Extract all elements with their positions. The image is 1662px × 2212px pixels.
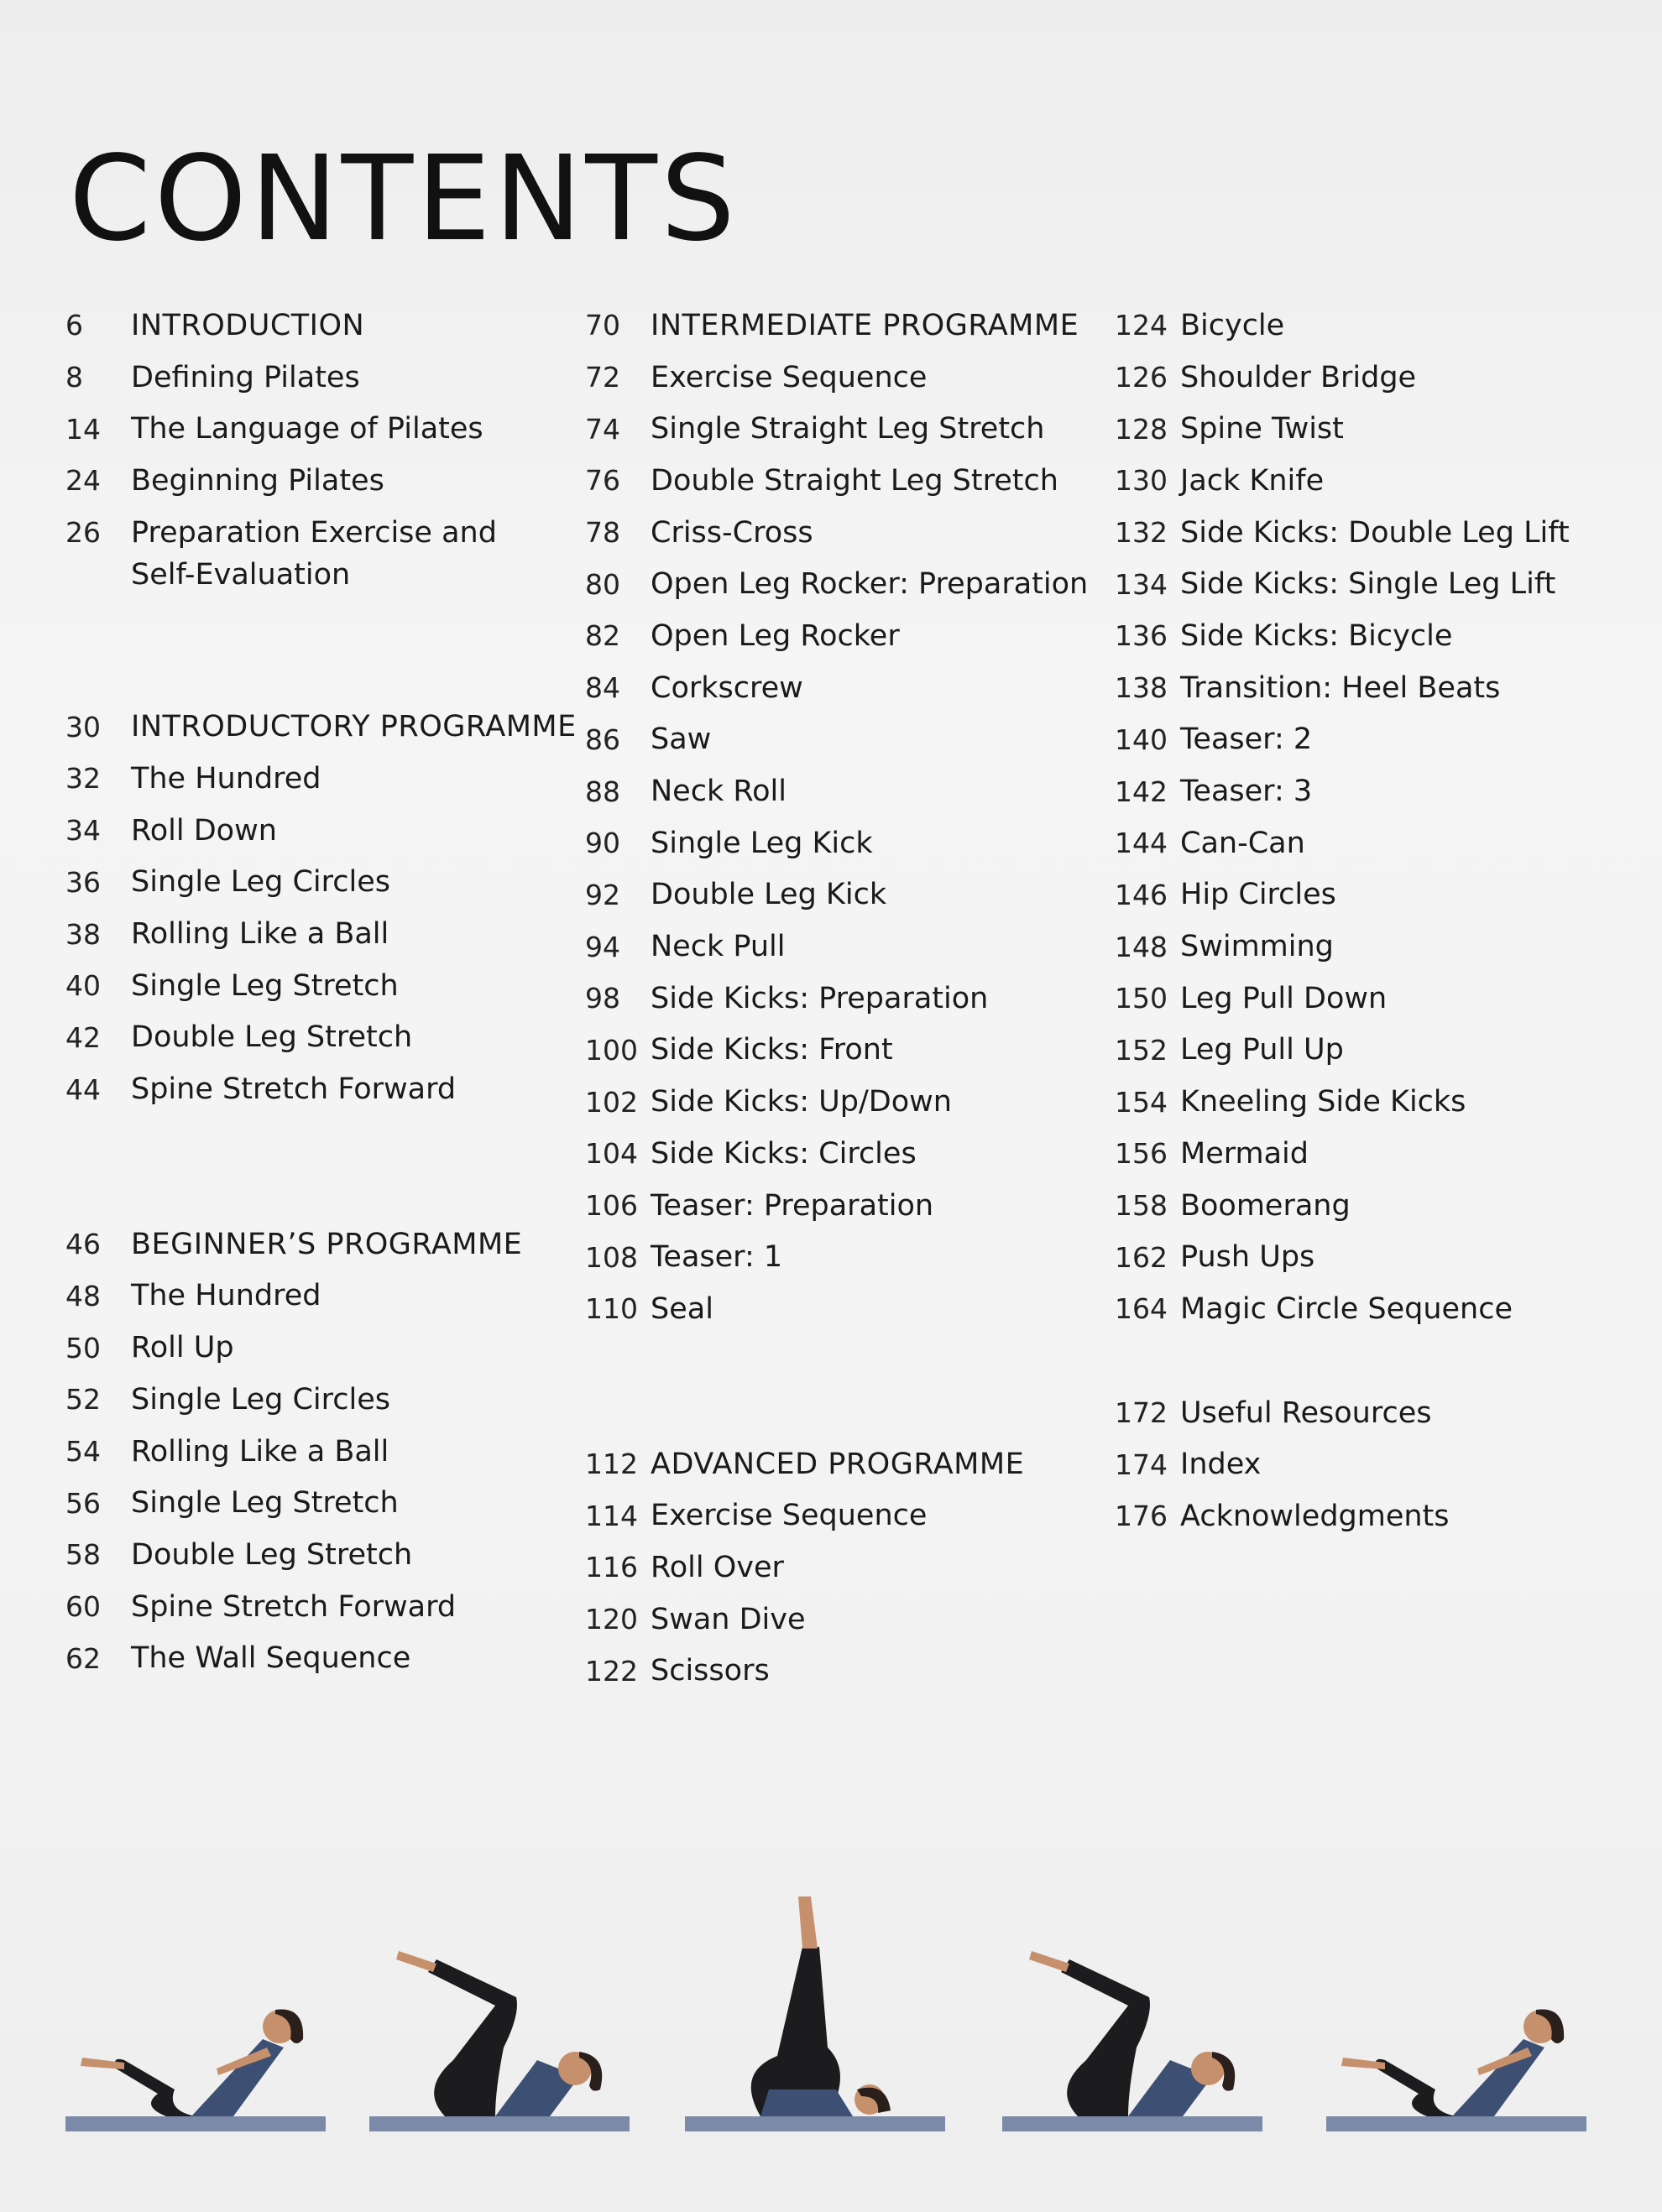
toc-entry[interactable] <box>65 960 586 1012</box>
page-number: 116 <box>585 1551 638 1584</box>
entry-title: Swimming <box>1180 930 1334 964</box>
entry-title: Single Leg Circles <box>131 1382 391 1416</box>
entry-title: INTRODUCTION <box>131 308 365 342</box>
toc-entry[interactable] <box>65 507 586 559</box>
entry-title: INTERMEDIATE PROGRAMME <box>651 308 1079 342</box>
page-number: 62 <box>65 1641 101 1675</box>
toc-entry[interactable] <box>1115 765 1635 817</box>
toc-entry[interactable] <box>585 817 1105 869</box>
toc-entry[interactable] <box>1115 714 1635 766</box>
entry-title: Neck Roll <box>651 775 787 809</box>
page-number: 74 <box>585 412 620 446</box>
entry-title: Side Kicks: Double Leg Lift <box>1180 515 1570 550</box>
entry-title: Useful Resources <box>1180 1396 1432 1430</box>
entry-title: Push Ups <box>1180 1240 1315 1275</box>
entry-title: Teaser: 2 <box>1180 723 1313 757</box>
page-number: 26 <box>65 516 101 550</box>
entry-title: Scissors <box>651 1654 770 1688</box>
toc-entry[interactable] <box>585 921 1105 973</box>
page-number: 70 <box>585 309 620 342</box>
entry-title: Index <box>1180 1448 1262 1482</box>
page-number: 130 <box>1115 464 1168 498</box>
toc-entry[interactable] <box>585 1025 1105 1077</box>
page-number: 110 <box>585 1292 638 1326</box>
page-number: 124 <box>1115 309 1168 342</box>
figure-illustration <box>685 1880 945 2131</box>
toc-entry[interactable] <box>65 1063 586 1115</box>
entry-title: Defining Pilates <box>131 360 360 394</box>
toc-entry[interactable] <box>65 352 586 404</box>
entry-title: Hip Circles <box>1180 878 1336 912</box>
entry-title: Magic Circle Sequence <box>1180 1291 1513 1326</box>
page-number: 138 <box>1115 671 1168 705</box>
page-number: 48 <box>65 1279 101 1312</box>
top <box>191 2039 284 2116</box>
page-number: 126 <box>1115 361 1168 394</box>
entry-title: Mermaid <box>1180 1136 1309 1171</box>
toc-entry[interactable] <box>1115 973 1635 1025</box>
entry-title: Double Straight Leg Stretch <box>651 463 1058 498</box>
page-number: 134 <box>1115 567 1168 601</box>
page-number: 54 <box>65 1435 101 1469</box>
toc-entry[interactable] <box>585 1128 1105 1180</box>
page-number: 34 <box>65 814 101 848</box>
entry-title: Double Leg Stretch <box>131 1020 413 1055</box>
entry-title: Swan Dive <box>651 1602 806 1636</box>
page-number: 44 <box>65 1072 101 1106</box>
page-number: 154 <box>1115 1085 1168 1119</box>
section-gap <box>1115 1335 1635 1387</box>
page-number: 176 <box>1115 1500 1168 1533</box>
entry-title: Leg Pull Up <box>1180 1033 1344 1067</box>
entry-title: Single Leg Circles <box>131 865 391 900</box>
page-number: 148 <box>1115 930 1168 963</box>
toc-entry[interactable] <box>585 300 1105 352</box>
toc-entry[interactable] <box>1115 1283 1635 1335</box>
entry-title: Spine Stretch Forward <box>131 1589 457 1624</box>
toc-entry[interactable] <box>1115 817 1635 869</box>
leggings <box>115 2059 196 2116</box>
entry-title: Self-Evaluation <box>131 558 351 592</box>
toc-entry[interactable] <box>1115 352 1635 404</box>
figure-rolling-back <box>369 1880 630 2131</box>
toc-entry[interactable] <box>1115 869 1635 921</box>
page-number: 172 <box>1115 1396 1168 1430</box>
toc-entry[interactable] <box>585 1180 1105 1232</box>
entry-title: Spine Twist <box>1180 412 1344 446</box>
toc-entry[interactable] <box>65 403 586 455</box>
toc-entry[interactable] <box>585 403 1105 455</box>
page-number: 14 <box>65 412 101 446</box>
page-number: 80 <box>585 567 620 601</box>
toc-entry[interactable] <box>65 857 586 909</box>
toc-entry[interactable] <box>585 1076 1105 1128</box>
entry-title: Rolling Like a Ball <box>131 1434 389 1469</box>
page-number: 60 <box>65 1590 101 1624</box>
page-number: 122 <box>585 1654 638 1688</box>
entry-title: INTRODUCTORY PROGRAMME <box>131 710 577 744</box>
entry-title: Side Kicks: Up/Down <box>651 1085 952 1119</box>
toc-entry[interactable] <box>65 1581 586 1633</box>
page-number: 106 <box>585 1189 638 1223</box>
entry-title: Bicycle <box>1180 308 1285 342</box>
toc-entry[interactable] <box>1115 558 1635 610</box>
toc-entry[interactable] <box>65 1374 586 1426</box>
toc-entry[interactable] <box>585 507 1105 559</box>
legs-skin <box>798 1896 818 1949</box>
entry-title: Neck Pull <box>651 930 786 964</box>
section-gap <box>65 597 586 701</box>
toc-entry[interactable] <box>1115 1231 1635 1283</box>
page-number: 102 <box>585 1085 638 1119</box>
toc-entry[interactable] <box>1115 1180 1635 1232</box>
section-gap <box>585 1335 1105 1438</box>
entry-title: Leg Pull Down <box>1180 981 1388 1015</box>
entry-title: Roll Over <box>651 1550 784 1584</box>
page-number: 112 <box>585 1448 638 1481</box>
page-number: 120 <box>585 1603 638 1636</box>
toc-entry[interactable] <box>1115 610 1635 662</box>
entry-title: Roll Down <box>131 813 277 848</box>
toc-entry[interactable] <box>65 1322 586 1374</box>
entry-title: Criss-Cross <box>651 515 813 550</box>
page-number: 136 <box>1115 619 1168 653</box>
page-number: 98 <box>585 982 620 1015</box>
entry-title: Double Leg Kick <box>651 878 887 912</box>
figure-illustration <box>65 1880 326 2131</box>
toc-entry[interactable] <box>585 1646 1105 1698</box>
toc-entry-continuation[interactable] <box>65 558 586 597</box>
entry-title: Side Kicks: Front <box>651 1033 893 1067</box>
page-number: 100 <box>585 1033 638 1067</box>
page-number: 90 <box>585 827 620 860</box>
entry-title: Roll Up <box>131 1331 234 1365</box>
toc-entry[interactable] <box>65 1012 586 1064</box>
page-number: 150 <box>1115 982 1168 1015</box>
page-number: 38 <box>65 917 101 951</box>
toc-entry[interactable] <box>1115 1128 1635 1180</box>
toc-entry[interactable] <box>1115 1387 1635 1439</box>
page-number: 158 <box>1115 1189 1168 1223</box>
toc-entry[interactable] <box>585 714 1105 766</box>
toc-entry[interactable] <box>1115 403 1635 455</box>
toc-entry[interactable] <box>65 1426 586 1478</box>
page-number: 142 <box>1115 775 1168 808</box>
toc-entry[interactable] <box>585 352 1105 404</box>
entry-title: Side Kicks: Circles <box>651 1136 917 1171</box>
entry-title: Double Leg Stretch <box>131 1537 413 1572</box>
exercise-sequence-photos <box>65 1871 1593 2131</box>
entry-title: Exercise Sequence <box>651 360 928 394</box>
page-number: 76 <box>585 464 620 498</box>
page-number: 58 <box>65 1538 101 1572</box>
toc-entry[interactable] <box>1115 1438 1635 1490</box>
toc-entry[interactable] <box>1115 1025 1635 1077</box>
page-number: 6 <box>65 309 83 342</box>
toc-entry[interactable] <box>1115 921 1635 973</box>
entry-title: Exercise Sequence <box>651 1499 928 1533</box>
entry-title: Corkscrew <box>651 670 803 705</box>
toc-entry[interactable] <box>1115 455 1635 507</box>
entry-title: Saw <box>651 723 712 757</box>
entry-title: Open Leg Rocker <box>651 618 900 653</box>
entry-title: Rolling Like a Ball <box>131 917 389 952</box>
entry-title: The Hundred <box>131 1279 321 1313</box>
page-number: 30 <box>65 710 101 743</box>
toc-entry[interactable] <box>1115 1076 1635 1128</box>
toc-entry[interactable] <box>65 753 586 805</box>
page-number: 36 <box>65 865 101 899</box>
toc-entry[interactable] <box>585 973 1105 1025</box>
legs-skin <box>396 1951 436 1972</box>
page-number: 156 <box>1115 1137 1168 1171</box>
toc-entry[interactable] <box>65 805 586 857</box>
toc-entry[interactable] <box>65 300 586 352</box>
section-gap <box>65 1115 586 1218</box>
leggings <box>1061 1959 1150 2116</box>
page-number: 84 <box>585 671 620 705</box>
entry-title: The Hundred <box>131 761 321 796</box>
page-number: 40 <box>65 969 101 1003</box>
page-number: 144 <box>1115 827 1168 860</box>
page-number: 86 <box>585 723 620 756</box>
page-number: 132 <box>1115 516 1168 550</box>
toc-entry[interactable] <box>1115 300 1635 352</box>
top <box>1452 2039 1544 2116</box>
toc-entry[interactable] <box>585 869 1105 921</box>
toc-entry[interactable] <box>585 1438 1105 1490</box>
mat <box>65 2116 326 2131</box>
page-number: 164 <box>1115 1292 1168 1326</box>
toc-entry[interactable] <box>585 610 1105 662</box>
mat <box>1326 2116 1586 2131</box>
figure-legs-overhead <box>685 1880 945 2131</box>
page-number: 104 <box>585 1137 638 1171</box>
page-number: 128 <box>1115 412 1168 446</box>
mat <box>369 2116 630 2131</box>
page-number: 92 <box>585 878 620 911</box>
entry-title: Preparation Exercise and <box>131 515 497 550</box>
page-number: 52 <box>65 1383 101 1416</box>
leggings <box>1376 2059 1456 2116</box>
page-number: 146 <box>1115 878 1168 911</box>
top <box>760 2089 853 2116</box>
toc-entry[interactable] <box>65 908 586 960</box>
page-number: 140 <box>1115 723 1168 756</box>
toc-entry[interactable] <box>585 1283 1105 1335</box>
page-number: 46 <box>65 1228 101 1261</box>
toc-entry[interactable] <box>65 1218 586 1270</box>
entry-title: Beginning Pilates <box>131 463 384 498</box>
toc-entry[interactable] <box>65 1632 586 1684</box>
page-number: 114 <box>585 1499 638 1532</box>
page-number: 42 <box>65 1020 101 1054</box>
entry-title: Teaser: 3 <box>1180 775 1313 809</box>
page-number: 72 <box>585 361 620 394</box>
toc-entry[interactable] <box>65 455 586 507</box>
page-number: 56 <box>65 1486 101 1520</box>
page-title: CONTENTS <box>69 131 739 268</box>
mat <box>1002 2116 1262 2131</box>
toc-entry[interactable] <box>585 1489 1105 1542</box>
entry-title: The Wall Sequence <box>131 1641 411 1676</box>
entry-title: Boomerang <box>1180 1188 1351 1223</box>
figure-seated-balance-end <box>1326 1880 1586 2131</box>
page-number: 78 <box>585 516 620 550</box>
entry-title: Shoulder Bridge <box>1180 360 1417 394</box>
toc-entry[interactable] <box>585 1231 1105 1283</box>
toc-entry[interactable] <box>585 662 1105 714</box>
entry-title: Single Leg Stretch <box>131 968 399 1003</box>
page-number: 152 <box>1115 1033 1168 1067</box>
toc-entry[interactable] <box>585 558 1105 610</box>
toc-entry[interactable] <box>1115 662 1635 714</box>
entry-title: Teaser: Preparation <box>651 1188 934 1223</box>
entry-title: Side Kicks: Bicycle <box>1180 618 1453 653</box>
entry-title: Transition: Heel Beats <box>1180 670 1501 705</box>
toc-entry[interactable] <box>585 1542 1105 1594</box>
page-number: 82 <box>585 619 620 653</box>
toc-column-1 <box>65 300 586 1684</box>
entry-title: BEGINNER’S PROGRAMME <box>131 1227 523 1261</box>
leggings <box>428 1959 517 2116</box>
toc-entry[interactable] <box>585 455 1105 507</box>
toc-entry[interactable] <box>585 765 1105 817</box>
entry-title: Jack Knife <box>1180 463 1325 498</box>
legs-skin <box>1029 1951 1069 1972</box>
figure-seated-balance <box>65 1880 326 2131</box>
mat <box>685 2116 945 2131</box>
toc-entry[interactable] <box>65 1477 586 1529</box>
entry-title: Side Kicks: Preparation <box>651 981 989 1015</box>
entry-title: Single Leg Stretch <box>131 1486 399 1521</box>
page-number: 174 <box>1115 1448 1168 1481</box>
toc-entry[interactable] <box>65 1270 586 1323</box>
figure-illustration <box>369 1880 630 2131</box>
entry-title: Open Leg Rocker: Preparation <box>651 567 1089 602</box>
entry-title: Seal <box>651 1291 713 1326</box>
entry-title: Teaser: 1 <box>651 1240 783 1275</box>
toc-entry[interactable] <box>65 701 586 753</box>
figure-rolling-up <box>1002 1880 1262 2131</box>
toc-entry[interactable] <box>585 1594 1105 1646</box>
page-number: 50 <box>65 1331 101 1364</box>
figure-illustration <box>1326 1880 1586 2131</box>
entry-title: Acknowledgments <box>1180 1499 1450 1533</box>
entry-title: Can-Can <box>1180 826 1305 860</box>
entry-title: Spine Stretch Forward <box>131 1072 457 1107</box>
page-number: 24 <box>65 464 101 498</box>
page-number: 88 <box>585 775 620 808</box>
toc-column-2 <box>585 300 1105 1697</box>
entry-title: Single Straight Leg Stretch <box>651 412 1045 446</box>
entry-title: Single Leg Kick <box>651 826 873 860</box>
page-number: 32 <box>65 762 101 796</box>
toc-entry[interactable] <box>65 1529 586 1581</box>
entry-title: Side Kicks: Single Leg Lift <box>1180 567 1556 602</box>
entry-title: Kneeling Side Kicks <box>1180 1085 1466 1119</box>
page-number: 108 <box>585 1240 638 1274</box>
page-number: 94 <box>585 930 620 963</box>
entry-title: The Language of Pilates <box>131 412 483 446</box>
page-number: 162 <box>1115 1240 1168 1274</box>
toc-column-3 <box>1115 300 1635 1542</box>
figure-illustration <box>1002 1880 1262 2131</box>
toc-entry[interactable] <box>1115 1490 1635 1542</box>
entry-title: ADVANCED PROGRAMME <box>651 1447 1025 1481</box>
toc-entry[interactable] <box>1115 507 1635 559</box>
page-number: 8 <box>65 361 83 394</box>
